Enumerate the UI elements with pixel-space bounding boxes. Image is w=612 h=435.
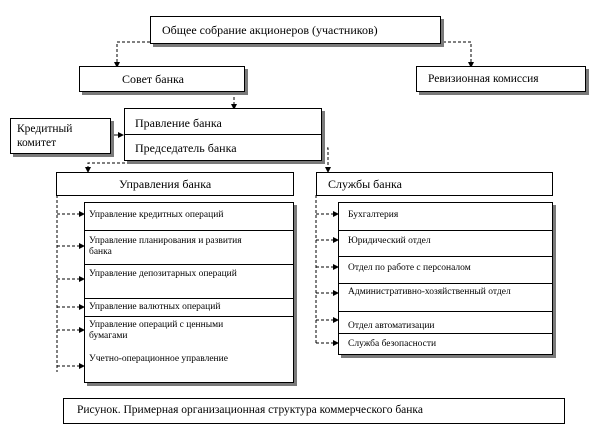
services-list-box [338,202,553,355]
department-item: Управление депозитарных операций [89,269,237,279]
credit-committee-box [10,118,111,154]
service-item: Бухгалтерия [348,210,399,220]
arrow-management-to-services [322,148,328,172]
audit-commission-label: Ревизионная комиссия [428,73,539,85]
chairman-label: Председатель банка [135,141,237,155]
services-title: Службы банка [328,177,402,191]
management-box [124,108,322,161]
department-item: Учетно-операционное управление [89,354,228,364]
arrow-management-to-departments [88,163,125,172]
services-header-box [316,172,553,196]
management-board-label: Правление банка [135,116,222,130]
shareholders-meeting-label: Общее собрание акционеров (участников) [162,23,378,37]
board-box [79,66,245,92]
departments-list-box [84,202,294,383]
service-item: Административно-хозяйственный отдел [348,287,511,297]
arrow-shareholders-to-audit [438,42,471,67]
department-item: Управление операций с ценными бумагами [89,320,224,341]
credit-committee-label: Кредитный комитет [17,123,73,149]
arrow-shareholders-to-board [117,42,155,67]
board-label: Совет банка [122,72,184,86]
service-item: Служба безопасности [348,339,437,349]
service-item: Отдел по работе с персоналом [348,263,471,273]
service-item: Юридический отдел [348,236,431,246]
department-item: Управление валютных операций [89,302,221,312]
department-item: Управление кредитных операций [89,210,224,220]
caption-box [63,398,565,424]
departments-header-box [56,172,294,196]
departments-title: Управления банка [119,177,212,191]
service-item: Отдел автоматизации [348,321,435,331]
figure-caption: Рисунок. Примерная организационная структура коммерческого банка [77,404,423,416]
department-item: Управление планирования и развития банка [89,236,242,257]
shareholders-meeting-box [150,16,441,44]
management-divider [125,134,321,135]
audit-commission-box [416,66,586,92]
